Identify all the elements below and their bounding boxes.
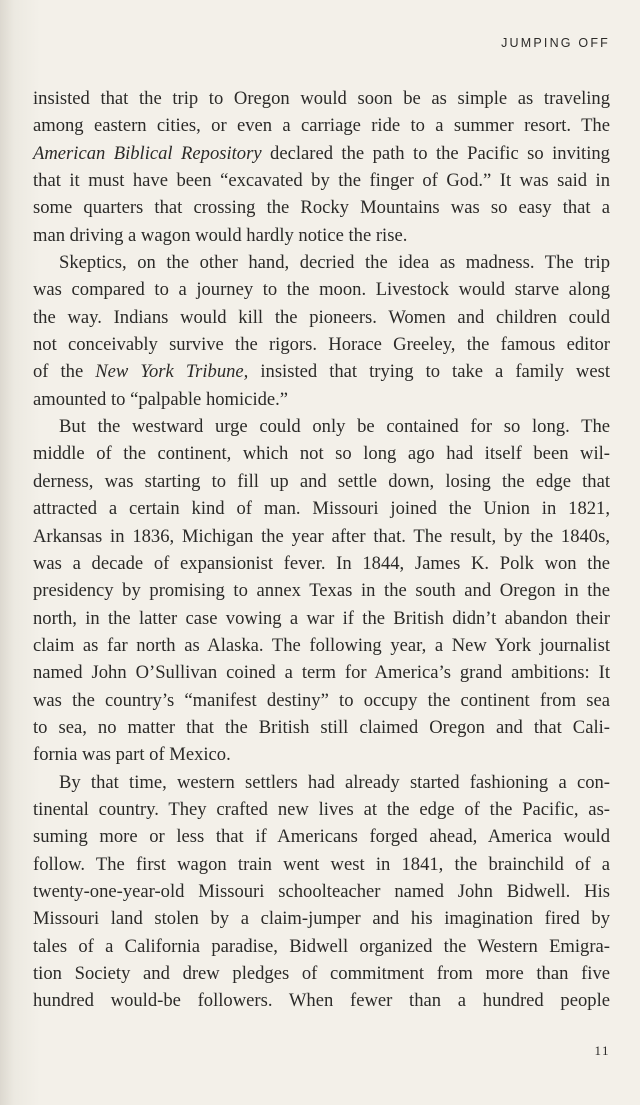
text-line: of the New York Tribune, insisted that trying to take a family west bbox=[33, 361, 610, 383]
text-line: was a decade of expansionist fever. In 1844, James K. Polk won the bbox=[33, 552, 610, 574]
text-line: follow. The first wagon train went west in 1841, the brainchild of a bbox=[33, 853, 610, 875]
text-line: tinental country. They crafted new lives at the edge of the Pacific, as- bbox=[33, 798, 610, 820]
text-line: to sea, no matter that the British still claimed Oregon and that Cali- bbox=[33, 716, 610, 738]
text-line: claim as far north as Alaska. The following year, a New York journalist bbox=[33, 634, 610, 656]
text-line: hundred would-be followers. When fewer than a hundred people bbox=[33, 990, 610, 1012]
text-line: the way. Indians would kill the pioneers. Women and children could bbox=[33, 306, 610, 328]
text-line: not conceivably survive the rigors. Horace Greeley, the famous editor bbox=[33, 334, 610, 356]
text-line: that it must have been “excavated by the finger of God.” It was said in bbox=[33, 170, 610, 192]
text-line: presidency by promising to annex Texas in the south and Oregon in the bbox=[33, 580, 610, 602]
body-text bbox=[33, 85, 610, 1015]
text-line: tales of a California paradise, Bidwell organized the Western Emigra- bbox=[33, 935, 610, 957]
text-line: Skeptics, on the other hand, decried the idea as madness. The trip bbox=[59, 252, 610, 274]
text-line: fornia was part of Mexico. bbox=[33, 744, 231, 766]
text-line: among eastern cities, or even a carriage ride to a summer resort. The bbox=[33, 115, 610, 137]
running-head: JUMPING OFF bbox=[501, 36, 610, 50]
text-line: twenty-one-year-old Missouri schoolteacher named John Bidwell. His bbox=[33, 880, 610, 902]
text-line: But the westward urge could only be contained for so long. The bbox=[59, 416, 610, 438]
italic-title: New York Tribune, bbox=[95, 361, 249, 383]
text-line: middle of the continent, which not so long ago had itself been wil- bbox=[33, 443, 610, 465]
text-line: attracted a certain kind of man. Missouri joined the Union in 1821, bbox=[33, 498, 610, 520]
text-line: was the country’s “manifest destiny” to occupy the continent from sea bbox=[33, 689, 610, 711]
text-line: tion Society and drew pledges of commitment from more than five bbox=[33, 963, 610, 984]
text-line: By that time, western settlers had already started fashioning a con- bbox=[59, 771, 610, 793]
text-line: named John O’Sullivan coined a term for America’s grand ambitions: It bbox=[33, 662, 610, 684]
italic-title: American Biblical Repository bbox=[33, 142, 262, 164]
text-line: derness, was starting to fill up and settle down, losing the edge that bbox=[33, 470, 610, 492]
page-number: 11 bbox=[594, 1043, 610, 1058]
text-line: insisted that the trip to Oregon would soon be as simple as traveling bbox=[33, 88, 610, 109]
text-line: some quarters that crossing the Rocky Mountains was so easy that a bbox=[33, 197, 610, 219]
text-line: suming more or less that if Americans forged ahead, America would bbox=[33, 826, 610, 848]
text-line: Missouri land stolen by a claim-jumper and his imagination fired by bbox=[33, 908, 610, 930]
text-line: north, in the latter case vowing a war if the British didn’t abandon their bbox=[33, 607, 610, 629]
text-line: amounted to “palpable homicide.” bbox=[33, 388, 289, 410]
text-line: man driving a wagon would hardly notice the rise. bbox=[33, 224, 408, 246]
text-line: American Biblical Repository declared the path to the Pacific so inviting bbox=[33, 142, 610, 164]
text-line: was compared to a journey to the moon. Livestock would starve along bbox=[33, 279, 610, 301]
text-line: Arkansas in 1836, Michigan the year after that. The result, by the 1840s, bbox=[33, 525, 610, 547]
